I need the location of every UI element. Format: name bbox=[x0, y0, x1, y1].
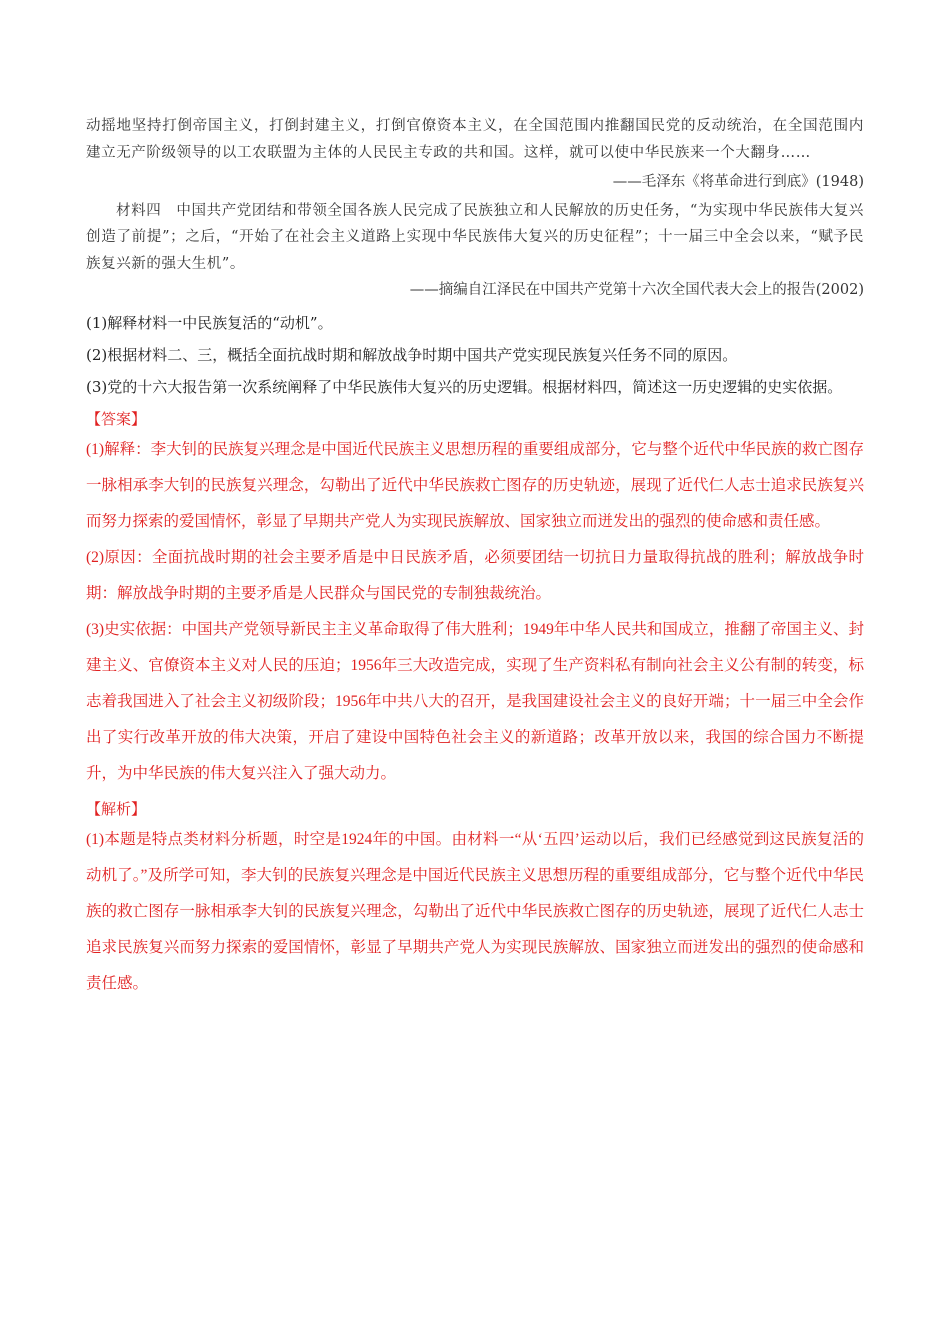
analysis-heading: 【解析】 bbox=[86, 799, 147, 818]
material-4-text: 材料四 中国共产党团结和带领全国各族人民完成了民族独立和人民解放的历史任务，“为实现中华民族伟大复兴创造了前提”；之后，“开始了在社会主义道路上实现中华民族伟大复兴的历史征程”；十一届三中全会以来，“赋予民族复兴新的强大生机”。 bbox=[86, 202, 864, 272]
answer-item-1: (1)解释：李大钊的民族复兴理念是中国近代民族主义思想历程的重要组成部分，它与整个近代中华民族的救亡图存一脉相承李大钊的民族复兴理念，勾勒出了近代中华民族救亡图存的历史轨迹，展现了近代仁人志士追求民族复兴而努力探索的爱国情怀，彰显了早期共产党人为实现民族解放、国家独立而迸发出的强烈的使命感和责任感。 bbox=[86, 440, 864, 530]
material-4-source: ——摘编自江泽民在中国共产党第十六次全国代表大会上的报告(2002) bbox=[409, 282, 864, 298]
answer-heading: 【答案】 bbox=[86, 409, 147, 428]
answer-item-3: (3)史实依据：中国共产党领导新民主主义革命取得了伟大胜利；1949年中华人民共和国成立，推翻了帝国主义、封建主义、官僚资本主义对人民的压迫；1956年三大改造完成，实现了生产资料私有制向社会主义公有制的转变，标志着我国进入了社会主义初级阶段；1956年中共八大的召开，是我国建设社会主义的良好开端；十一届三中全会作出了实行改革开放的伟大决策，开启了建设中国特色社会主义的新道路；改革开放以来，我国的综合国力不断提升，为中华民族的伟大复兴注入了强大动力。 bbox=[86, 620, 864, 782]
answer-item-2: (2)原因：全面抗战时期的社会主要矛盾是中日民族矛盾，必须要团结一切抗日力量取得抗战的胜利；解放战争时期：解放战争时期的主要矛盾是人民群众与国民党的专制独裁统治。 bbox=[86, 548, 864, 602]
analysis-item-1: (1)本题是特点类材料分析题，时空是1924年的中国。由材料一“从‘五四’运动以后，我们已经感觉到这民族复活的动机了。”及所学可知，李大钊的民族复兴理念是中国近代民族主义思想历程的重要组成部分，它与整个近代中华民族的救亡图存一脉相承李大钊的民族复兴理念，勾勒出了近代中华民族救亡图存的历史轨迹，展现了近代仁人志士追求民族复兴而努力探索的爱国情怀，彰显了早期共产党人为实现民族解放、国家独立而迸发出的强烈的使命感和责任感。 bbox=[86, 830, 864, 992]
material-3-text: 动摇地坚持打倒帝国主义，打倒封建主义，打倒官僚资本主义，在全国范围内推翻国民党的反动统治，在全国范围内建立无产阶级领导的以工农联盟为主体的人民民主专政的共和国。这样，就可以使中华民族来一个大翻身…… bbox=[86, 118, 864, 161]
material-3-source: ——毛泽东《将革命进行到底》(1948) bbox=[612, 174, 864, 190]
question-3: (3)党的十六大报告第一次系统阐释了中华民族伟大复兴的历史逻辑。根据材料四，简述这一历史逻辑的史实依据。 bbox=[86, 377, 843, 396]
question-2: (2)根据材料二、三，概括全面抗战时期和解放战争时期中国共产党实现民族复兴任务不同的原因。 bbox=[86, 345, 738, 364]
question-1: (1)解释材料一中民族复活的“动机”。 bbox=[86, 313, 333, 332]
page-content bbox=[86, 113, 864, 1002]
